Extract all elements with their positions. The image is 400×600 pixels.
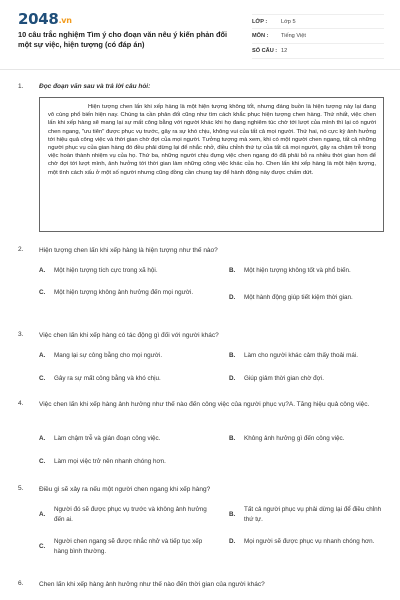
meta-value: Lớp 5 bbox=[281, 18, 296, 25]
option-text: Làm mọi việc trở nên nhanh chóng hơn. bbox=[54, 458, 166, 465]
option-label: D. bbox=[229, 294, 236, 302]
answer-option-c[interactable] bbox=[39, 537, 224, 556]
meta-key: MÔN : bbox=[252, 33, 269, 39]
question-text: Việc chen lấn khi xếp hàng ảnh hưởng như thế nào đến công việc của người phục vụ?A. Tăng hiệu quả công việc. bbox=[39, 401, 370, 408]
answer-option-d[interactable] bbox=[229, 537, 386, 547]
question-number: 2. bbox=[18, 246, 24, 253]
option-text: Gây ra sự mất công bằng và khó chịu. bbox=[54, 375, 161, 382]
answer-option-c[interactable] bbox=[39, 288, 229, 298]
option-text: Làm chậm trễ và gián đoạn công việc. bbox=[54, 435, 161, 442]
option-text: Người đó sẽ được phục vụ trước và không ảnh hưởng đến ai. bbox=[54, 506, 207, 523]
option-label: C. bbox=[39, 458, 46, 466]
meta-row-grade bbox=[252, 14, 384, 29]
answer-option-c[interactable] bbox=[39, 374, 224, 384]
question-number: 4. bbox=[18, 400, 24, 407]
answer-option-a[interactable] bbox=[39, 434, 224, 444]
option-label: A. bbox=[39, 511, 46, 518]
question-text: Chen lấn khi xếp hàng ảnh hưởng như thế nào đến thời gian của người khác? bbox=[39, 581, 265, 588]
option-label: B. bbox=[229, 352, 236, 360]
meta-row-count bbox=[252, 44, 384, 59]
option-label: D. bbox=[229, 375, 236, 383]
answer-option-b[interactable] bbox=[229, 434, 386, 444]
meta-value: 12 bbox=[281, 48, 288, 54]
option-label: B. bbox=[229, 435, 236, 443]
site-logo[interactable] bbox=[18, 10, 72, 28]
question-number: 5. bbox=[18, 485, 24, 492]
option-text: Một hành động giúp tiết kiệm thời gian. bbox=[244, 294, 353, 301]
question-text: Hiện tượng chen lấn khi xếp hàng là hiện tượng như thế nào? bbox=[39, 247, 218, 254]
option-label: A. bbox=[39, 435, 46, 443]
option-label: C. bbox=[39, 375, 46, 383]
document-title: 10 câu trắc nghiệm Tìm ý cho đoạn văn nêu ý kiến phản đối một sự việc, hiện tượng (có đáp án) bbox=[18, 30, 228, 49]
answer-option-b[interactable] bbox=[229, 505, 386, 524]
answer-option-d[interactable] bbox=[229, 293, 386, 303]
question-number: 6. bbox=[18, 580, 24, 587]
page-header bbox=[0, 0, 400, 70]
answer-option-c[interactable] bbox=[39, 457, 224, 467]
meta-value: Tiếng Việt bbox=[281, 33, 306, 39]
reading-passage bbox=[39, 97, 384, 232]
passage-instruction: Đọc đoạn văn sau và trả lời câu hỏi: bbox=[39, 83, 151, 90]
option-text: Một hiện tượng không tốt và phổ biến. bbox=[244, 267, 351, 274]
option-text: Người chen ngang sẽ được nhắc nhở và tiếp tục xếp hàng bình thường. bbox=[54, 538, 203, 555]
document-meta bbox=[252, 14, 384, 59]
option-label: C. bbox=[39, 289, 46, 297]
question-text: Điều gì sẽ xảy ra nếu một người chen ngang khi xếp hàng? bbox=[39, 486, 211, 493]
answer-option-a[interactable] bbox=[39, 351, 224, 361]
logo-suffix: .vn bbox=[58, 16, 72, 25]
question-text: Việc chen lấn khi xếp hàng có tác động gì đối với người khác? bbox=[39, 332, 219, 339]
option-label: C. bbox=[39, 543, 46, 550]
answer-option-b[interactable] bbox=[229, 266, 386, 276]
answer-option-a[interactable] bbox=[39, 505, 224, 524]
option-label: B. bbox=[229, 511, 236, 518]
question-number: 3. bbox=[18, 331, 24, 338]
option-text: Một hiện tượng không ảnh hưởng đến mọi người. bbox=[54, 289, 194, 296]
answer-option-a[interactable] bbox=[39, 266, 214, 276]
option-label: A. bbox=[39, 352, 46, 360]
answer-option-d[interactable] bbox=[229, 374, 386, 384]
question-number: 1. bbox=[18, 83, 24, 90]
option-text: Tất cả người phục vụ phải dừng lại để điều chỉnh thứ tự. bbox=[244, 506, 382, 523]
answer-option-b[interactable] bbox=[229, 351, 386, 361]
option-text: Một hiện tượng tích cực trong xã hội. bbox=[54, 267, 158, 274]
option-text: Giúp giảm thời gian chờ đợi. bbox=[244, 375, 324, 382]
passage-text: Hiện tượng chen lấn khi xếp hàng là một hiện tượng không tốt, nhưng đáng buồn là hiện tượng này lại đang vô cùng phổ biến hiện nay. Chúng ta cần phản đối cũng như tìm cách khắc phục hiện tượng chen hàng. Thứ nhất, việc chen lấn khi xếp hàng sẽ mang lại sự mất công bằng với người khác khi họ đang nghiêm túc chờ tới lượt của mình thì lại có người chen ngang, "ưu tiên" được phục vụ trước, gây ra sự khó chịu, không vui của tất cả mọi người. Thứ hai, nó cực kỳ ảnh hưởng tới hiệu quả công việc và thời gian chờ đợi của mọi người. Tưởng tượng mà xem, khi có một người chen ngang, tất cả những người phục vụ của gian hàng đó đều phải dừng lại để nhắc nhở, điều chỉnh thứ tự của tất cả mọi người, gây ra chậm trễ trong việc hoàn thành nhiệm vụ của họ. Thứ ba, những người chịu đựng việc chen ngang đó đã phải bỏ ra nhiều thời gian hơn để chờ đợi tới lượt mình, ảnh hưởng tới thời gian làm những công việc khác của họ. Chen lấn khi xếp hàng là một hiện tượng, một tình cách xấu ở một số người nhưng cũng đồng cần chung tay để hành động này được chấm dứt. bbox=[48, 104, 376, 176]
meta-key: LỚP : bbox=[252, 18, 268, 25]
meta-row-subject bbox=[252, 29, 384, 44]
logo-text: 2048 bbox=[18, 10, 59, 28]
option-text: Làm cho người khác cảm thấy thoải mái. bbox=[244, 352, 359, 359]
option-text: Mọi người sẽ được phục vụ nhanh chóng hơn. bbox=[244, 538, 375, 545]
option-label: A. bbox=[39, 267, 46, 275]
option-label: D. bbox=[229, 538, 236, 546]
option-label: B. bbox=[229, 267, 236, 275]
option-text: Không ảnh hưởng gì đến công việc. bbox=[244, 435, 345, 442]
option-text: Mang lại sự công bằng cho mọi người. bbox=[54, 352, 163, 359]
meta-key: SỐ CÂU : bbox=[252, 48, 278, 54]
